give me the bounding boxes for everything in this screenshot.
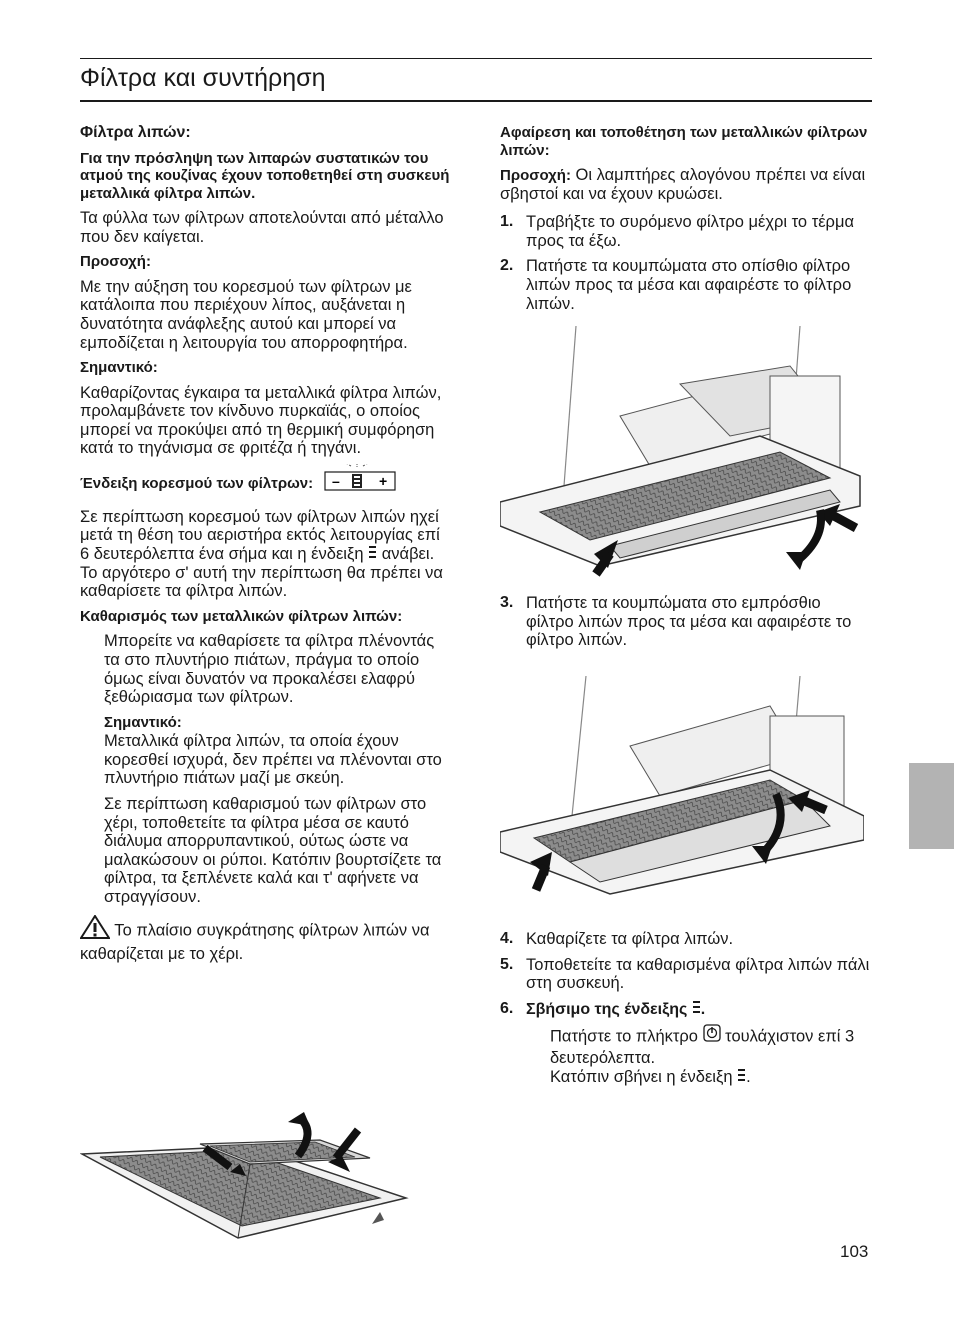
removal-heading: Αφαίρεση και τοποθέτηση των μεταλλικών φίλτρων λιπών: [500, 124, 868, 159]
language-tab-marker [909, 763, 954, 849]
rear-filter-illustration [500, 326, 864, 583]
removal-caution: Προσοχή: Οι λαμπτήρες αλογόνου πρέπει να είναι σβηστοί και να έχουν κρυώσει. [500, 166, 866, 203]
page-title: Φίλτρα και συντήρηση [80, 64, 326, 92]
svg-text:+: + [379, 473, 388, 490]
step-1: 1. Τραβήξτε το συρόμενο φίλτρο μέχρι το τέρμα προς τα έξω. [500, 213, 854, 250]
saturation-indicator-heading [80, 468, 452, 501]
title-rule [80, 100, 872, 102]
cleaning-heading: Καθαρισμός των μεταλλικών φίλτρων λιπών: [80, 607, 403, 625]
step-6: 6. Σβήσιμο της ένδειξης . [500, 999, 706, 1018]
step-3-block [500, 594, 872, 650]
step-6-instructions: Πατήστε το πλήκτρο τουλάχιστον επί 3 δευτερόλεπτα. [550, 1026, 872, 1067]
right-column [500, 124, 872, 313]
saturation-indicator-icon [737, 1068, 746, 1087]
indicator-label: Ένδειξη κορεσμού των φίλτρων: [80, 475, 314, 493]
filter-indicator-panel-icon [323, 464, 397, 497]
filter-frame-illustration [80, 1112, 410, 1247]
step-6-result: Κατόπιν σβήνει η ένδειξη . [550, 1067, 751, 1086]
intro-text: Τα φύλλα των φίλτρων αποτελούνται από μέταλλο που δεν καίγεται. [80, 209, 444, 246]
intro-bold: Για την πρόσληψη των λιπαρών συστατικών του ατμού της κουζίνας έχουν τοποθετηθεί στη συσκευή μεταλλικά φίλτρα λιπών. [80, 149, 450, 202]
step-2: 2. Πατήστε τα κουμπώματα στο οπίσθιο φίλτρο λιπών προς τα μέσα και αφαιρέστε το φίλτρο λιπών. [500, 257, 852, 313]
important2-text: Μεταλλικά φίλτρα λιπών, τα οποία έχουν κορεσθεί ισχυρά, δεν πρέπει να πλένονται στο πλυντήριο πιάτων μαζί με σκεύη. [104, 732, 442, 788]
grease-filters-heading: Φίλτρα λιπών: [80, 124, 191, 141]
svg-text:–: – [332, 473, 341, 490]
left-column [80, 124, 452, 964]
hand-cleaning-text: Σε περίπτωση καθαρισμού των φίλτρων στο χέρι, τοποθετείτε τα φίλτρα μέσα σε καυτό διάλυμα απορρυπαντικού, ούτως ώστε να μαλακώσουν οι ρύποι. Κατόπιν βουρτσίζετε τα φίλτρα, τα ξεπλένετε καλά και τ' αφήνετε να στραγγίσουν. [104, 795, 442, 906]
step-3: 3. Πατήστε τα κουμπώματα στο εμπρόσθιο φίλτρο λιπών προς τα μέσα και αφαιρέστε το φίλτρο λιπών. [500, 594, 852, 650]
indicator-text: Σε περίπτωση κορεσμού των φίλτρων λιπών ηχεί μετά τη θέση του αεριστήρα εκτός λειτουργίας επί 6 δευτερόλεπτα ένα σήμα και η ένδειξη ανάβει. Το αργότερο σ' αυτή την περίπτωση θα πρέπει να καθαρίσετε τα φίλτρα λιπών. [80, 507, 443, 601]
important2-label: Σημαντικό: [104, 713, 182, 731]
caution-text: Με την αύξηση του κορεσμού των φίλτρων με κατάλοιπα που περιέχουν λίπος, αυξάνεται η δυνατότητα ανάφλεξης αυτού και μπορεί να εμποδίζεται η λειτουργία του απορροφητήρα. [80, 277, 412, 352]
step-5: 5. Τοποθετείτε τα καθαρισμένα φίλτρα λιπών πάλι στη συσκευή. [500, 955, 870, 993]
page-number: 103 [840, 1242, 869, 1261]
important-label: Σημαντικό: [80, 359, 158, 377]
warning-note: Το πλαίσιο συγκράτησης φίλτρων λιπών να καθαρίζεται με το χέρι. [80, 917, 452, 964]
cleaning-text: Μπορείτε να καθαρίσετε τα φίλτρα πλένοντάς τα στο πλυντήριο πιάτων, πράγμα το οποίο όμως είναι δυνατόν να προκαλέσει ελαφρύ ξεθώριασμα των φίλτρων. [104, 632, 435, 707]
power-button-icon [703, 1024, 721, 1047]
caution-label: Προσοχή: [80, 253, 151, 271]
front-filter-illustration [500, 676, 864, 903]
steps-4-6-block [500, 930, 872, 1087]
top-rule [80, 58, 872, 59]
saturation-indicator-icon [368, 545, 377, 564]
warning-triangle-icon [80, 915, 110, 944]
saturation-indicator-icon [692, 1000, 701, 1020]
step-4: 4. Καθαρίζετε τα φίλτρα λιπών. [500, 930, 734, 948]
important-text: Καθαρίζοντας έγκαιρα τα μεταλλικά φίλτρα λιπών, προλαμβάνετε τον κίνδυνο πυρκαϊάς, ο οποίος μπορεί να προκύψει από τη θερμική συμφόρηση κατά το τηγάνισμα σε φριτέζα ή τηγάνι. [80, 383, 442, 458]
